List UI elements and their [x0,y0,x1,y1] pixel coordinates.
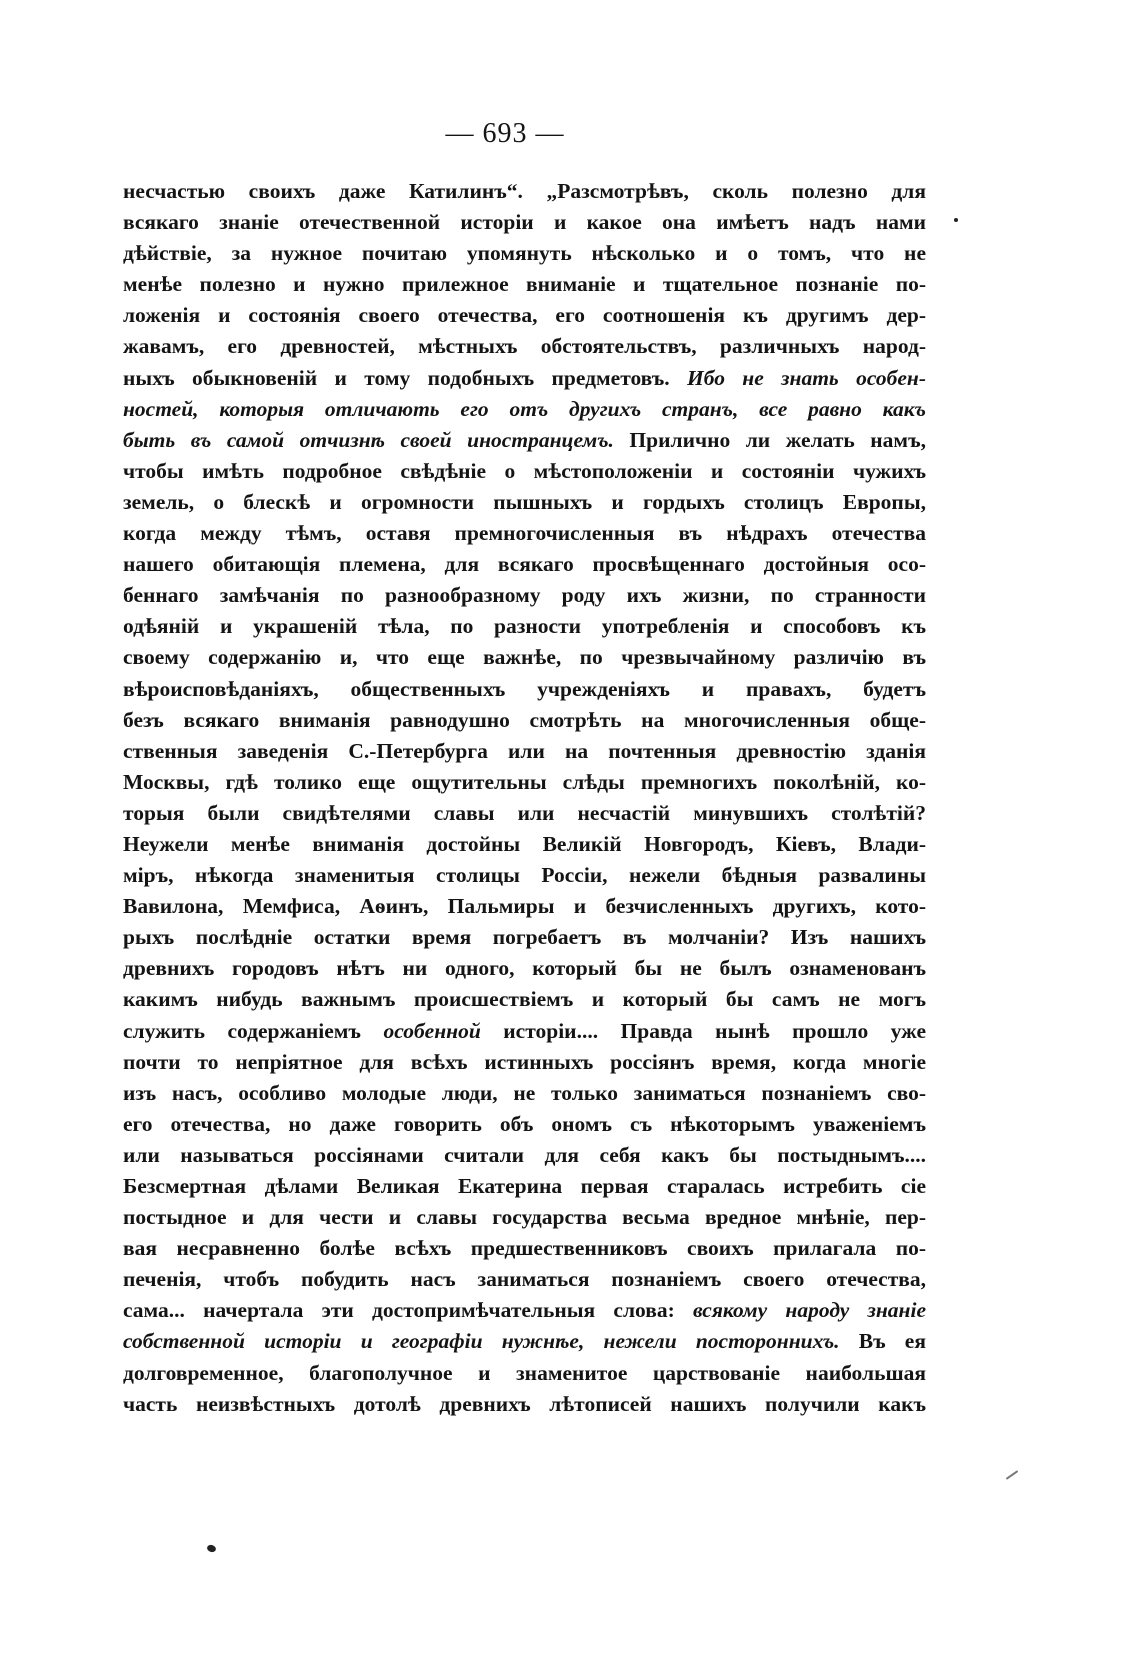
text-line: долговременное, благополучное и знаменитое царствованіе наибольшая [123,1360,926,1385]
text-line: служить содержаніемъ особенной исторіи.... Правда нынѣ прошло уже [123,1018,926,1043]
text-line: ностей, которыя отличають его отъ другихъ странъ, все равно какъ [123,396,926,421]
text-line: Вавилона, Мемфиса, Аѳинъ, Пальмиры и безчисленныхъ другихъ, кото- [123,894,926,919]
text-line: его отечества, но даже говорить объ ономъ съ нѣкоторымъ уваженіемъ [123,1111,926,1136]
text-line: вѣроисповѣданіяхъ, общественныхъ учрежденіяхъ и правахъ, будетъ [123,676,926,701]
text-line: менѣе полезно и нужно прилежное вниманіе и тщательное познаніе по- [123,272,926,297]
text-line: безъ всякаго вниманія равнодушно смотрѣть на многочисленныя обще- [123,707,926,732]
ink-speck [954,218,958,222]
text-line: сама... начертала эти достопримѣчательныя слова: всякому народу знаніе [123,1298,926,1323]
text-line: несчастью своихъ даже Катилинъ“. „Разсмотрѣвъ, сколь полезно для [123,179,926,203]
text-line: беннаго замѣчанія по разнообразному роду ихъ жизни, по странности [123,583,926,608]
text-line: земель, о блескѣ и огромности пышныхъ и гордыхъ столицъ Европы, [123,489,926,514]
text-line: быть въ самой отчизнѣ своей иностранцемъ. Прилично ли желать намъ, [123,427,926,452]
text-line: собственной исторіи и географіи нужнѣе, нежели постороннихъ. Въ ея [123,1329,926,1354]
text-line: постыдное и для чести и славы государства весьма вредное мнѣніе, пер- [123,1205,926,1230]
ink-speck [1006,1470,1019,1480]
text-line: своему содержанію и, что еще важнѣе, по чрезвычайному различію въ [123,645,926,670]
text-line: часть неизвѣстныхъ дотолѣ древнихъ лѣтописей нашихъ получили какъ [123,1391,926,1416]
text-line: жавамъ, его древностей, мѣстныхъ обстоятельствъ, различныхъ народ- [123,334,926,359]
page-number: — 693 — [445,118,565,149]
text-line: Безсмертная дѣлами Великая Екатерина первая старалась истребить сіе [123,1174,926,1198]
text-line: древнихъ городовъ нѣтъ ни одного, который бы не былъ ознаменованъ [123,956,926,981]
text-line: вая несравненно болѣе всѣхъ предшественниковъ своихъ прилагала по- [123,1236,926,1261]
text-line: почти то непріятное для всѣхъ истинныхъ россіянъ время, когда многіе [123,1049,926,1074]
text-line: чтобы имѣть подробное свѣдѣніе о мѣстоположеніи и состояніи чужихъ [123,458,926,483]
text-line: изъ насъ, особливо молодые люди, не только заниматься познаніемъ сво- [123,1080,926,1105]
text-line: міръ, нѣкогда знаменитыя столицы Россіи, нежели бѣдныя развалины [123,863,926,888]
text-line: какимъ нибудь важнымъ происшествіемъ и который бы самъ не могъ [123,987,926,1012]
text-line: нашего обитающія племена, для всякаго просвѣщеннаго достойныя осо- [123,552,926,577]
text-line: Неужели менѣе вниманія достойны Великій Новгородъ, Кіевъ, Влади- [123,831,926,856]
text-line: ственныя заведенія С.-Петербурга или на почтенныя древностію зданія [123,738,926,763]
text-line: Москвы, гдѣ толико еще ощутительны слѣды премногихъ поколѣній, ко- [123,769,926,794]
ink-speck [206,1544,217,1554]
text-line: печенія, чтобъ побудить насъ заниматься познаніемъ своего отечества, [123,1267,926,1292]
body-text [123,176,926,1420]
text-line: ложенія и состоянія своего отечества, его соотношенія къ другимъ дер- [123,303,926,328]
text-line: ныхъ обыкновеній и тому подобныхъ предметовъ. Ибо не знать особен- [123,365,926,390]
text-line: когда между тѣмъ, оставя премногочисленныя въ нѣдрахъ отечества [123,521,926,546]
text-line: или называться россіянами считали для себя какъ бы постыднымъ.... [123,1142,926,1167]
text-line: дѣйствіе, за нужное почитаю упомянуть нѣсколько и о томъ, что не [123,241,926,266]
text-line: всякаго знаніе отечественной исторіи и какое она имѣетъ надъ нами [123,210,926,235]
text-line: одѣяній и украшеній тѣла, по разности употребленія и способовъ къ [123,614,926,639]
text-line: рыхъ послѣдніе остатки время погребаетъ въ молчаніи? Изъ нашихъ [123,925,926,950]
text-line: торыя были свидѣтелями славы или несчастій минувшихъ столѣтій? [123,800,926,825]
